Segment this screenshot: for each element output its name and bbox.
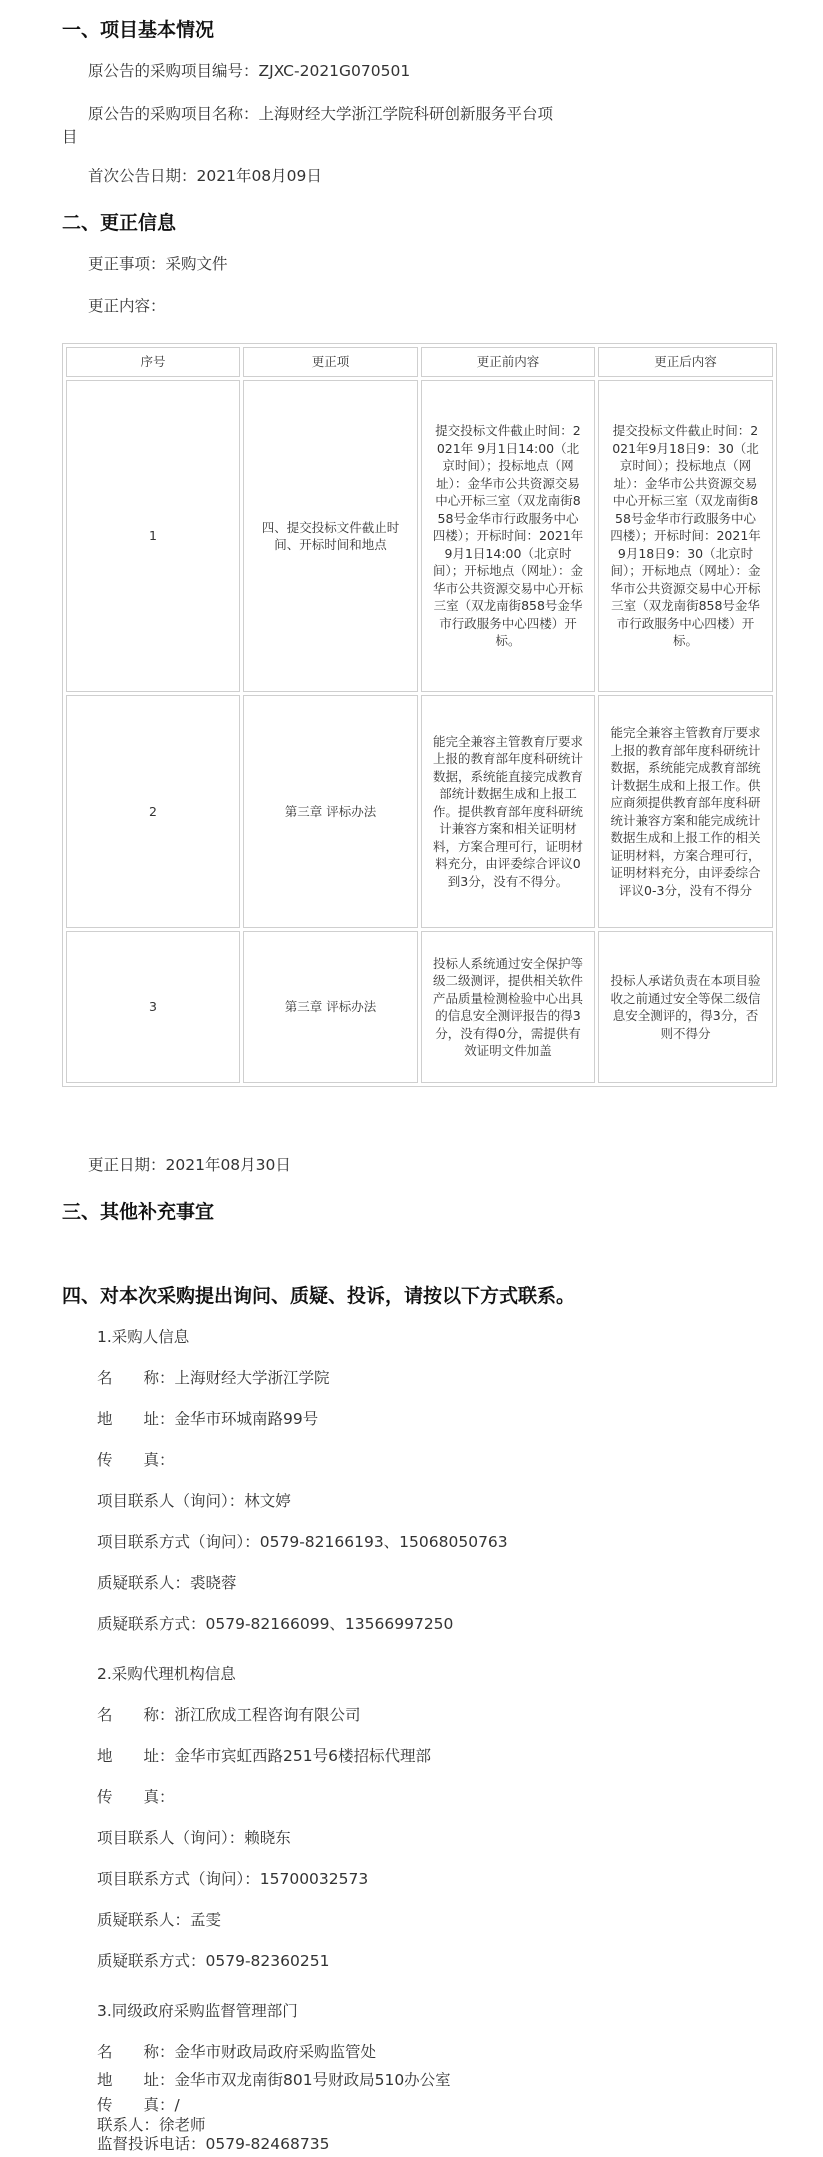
- header-no: 序号: [66, 347, 240, 377]
- row-after: 提交投标文件截止时间：2021年9月18日9：30（北京时间）；投标地点（网址）：金华市公共资源交易中心开标三室（双龙南街858号金华市行政服务中心四楼）；开标时间：2021年9月18日9：30（北京时间）；开标地点（网址）：金华市公共资源交易中心开标三室（双龙南街858号金华市行政服务中心四楼）开标。: [598, 380, 773, 692]
- project-name: 原公告的采购项目名称：上海财经大学浙江学院科研创新服务平台项: [88, 105, 554, 123]
- purchaser-address-row: [97, 1408, 318, 1430]
- purchaser-project-contact: 项目联系人（询问）：林文婷: [97, 1492, 291, 1510]
- agency-address: 金华市宾虹西路251号6楼招标代理部: [174, 1747, 431, 1765]
- row-no: 1: [66, 380, 240, 692]
- agency-project-contact: 项目联系人（询问）：赖晓东: [97, 1829, 291, 1847]
- agency-name-label: 名 称：: [97, 1706, 175, 1724]
- agency-question-contact: 质疑联系人：孟雯: [97, 1911, 222, 1929]
- header-item: 更正项: [243, 347, 418, 377]
- section-title-basic-info: 一、项目基本情况: [62, 19, 215, 41]
- supervisor-fax: /: [174, 2096, 180, 2114]
- purchaser-project-phone: 项目联系方式（询问）：0579-82166193、15068050763: [97, 1533, 508, 1551]
- project-number: 原公告的采购项目编号：ZJXC-2021G070501: [88, 62, 411, 80]
- row-no: 2: [66, 695, 240, 928]
- row-before: 投标人系统通过安全保护等级二级测评，提供相关软件产品质量检测检验中心出具的信息安全测评报告的得3分，没有得0分，需提供有效证明文件加盖: [421, 931, 595, 1083]
- supervisor-address-row: [97, 2071, 451, 2090]
- agency-heading: 2.采购代理机构信息: [97, 1665, 236, 1683]
- purchaser-fax-label: 传 真：: [97, 1451, 175, 1469]
- row-after: 能完全兼容主管教育厅要求上报的教育部年度科研统计数据，系统能完成教育部统计数据生成和上报工作。供应商须提供教育部年度科研统计兼容方案和能完成统计数据生成和上报工作的相关证明材料，方案合理可行，证明材料充分，由评委综合评议0-3分，没有不得分: [598, 695, 773, 928]
- agency-address-row: [97, 1745, 431, 1767]
- table-header-row: [66, 347, 773, 377]
- agency-fax-label: 传 真：: [97, 1788, 175, 1806]
- purchaser-address-label: 地 址：: [97, 1410, 175, 1428]
- supervisor-fax-row: [97, 2096, 180, 2115]
- agency-question-phone: 质疑联系方式：0579-82360251: [97, 1952, 330, 1970]
- agency-address-label: 地 址：: [97, 1747, 175, 1765]
- agency-name: 浙江欣成工程咨询有限公司: [174, 1706, 361, 1724]
- purchaser-address: 金华市环城南路99号: [174, 1410, 319, 1428]
- supervisor-name-row: [97, 2041, 376, 2063]
- agency-fax-row: [97, 1786, 175, 1808]
- section-title-other: 三、其他补充事宜: [62, 1201, 215, 1223]
- section-title-correction: 二、更正信息: [62, 212, 177, 234]
- correction-table: [62, 343, 777, 1087]
- row-no: 3: [66, 931, 240, 1083]
- purchaser-name: 上海财经大学浙江学院: [174, 1369, 330, 1387]
- table-row: [66, 380, 773, 692]
- table-row: [66, 931, 773, 1083]
- correction-content-label: 更正内容：: [88, 297, 166, 315]
- row-item: 第三章 评标办法: [243, 931, 418, 1083]
- supervisor-contact: 联系人：徐老师: [97, 2116, 206, 2134]
- purchaser-question-phone: 质疑联系方式：0579-82166099、13566997250: [97, 1615, 454, 1633]
- row-item: 第三章 评标办法: [243, 695, 418, 928]
- table-row: [66, 695, 773, 928]
- agency-name-row: [97, 1704, 361, 1726]
- row-before: 提交投标文件截止时间：2021年 9月1日14:00（北京时间）；投标地点（网址）：金华市公共资源交易中心开标三室（双龙南街858号金华市行政服务中心四楼）；开标时间：2021年9月1日14:00（北京时间）；开标地点（网址）：金华市公共资源交易中心开标三室（双龙南街858号金华市行政服务中心四楼）开标。: [421, 380, 595, 692]
- purchaser-fax-row: [97, 1449, 175, 1471]
- purchaser-heading: 1.采购人信息: [97, 1328, 190, 1346]
- row-after: 投标人承诺负责在本项目验收之前通过安全等保二级信息安全测评的，得3分，否则不得分: [598, 931, 773, 1083]
- supervisor-name: 金华市财政局政府采购监管处: [174, 2043, 377, 2061]
- supervisor-name-label: 名 称：: [97, 2043, 175, 2061]
- correction-item: 更正事项：采购文件: [88, 255, 228, 273]
- agency-project-phone: 项目联系方式（询问）：15700032573: [97, 1870, 369, 1888]
- purchaser-question-contact: 质疑联系人：裘晓蓉: [97, 1574, 237, 1592]
- row-before: 能完全兼容主管教育厅要求上报的教育部年度科研统计数据，系统能直接完成教育部统计数据生成和上报工作。提供教育部年度科研统计兼容方案和相关证明材料，方案合理可行，证明材料充分，由评委综合评议0到3分，没有不得分。: [421, 695, 595, 928]
- header-before: 更正前内容: [421, 347, 595, 377]
- project-name-continued: 目: [62, 128, 78, 146]
- correction-date: 更正日期：2021年08月30日: [88, 1156, 291, 1174]
- purchaser-name-row: [97, 1367, 330, 1389]
- supervisor-address: 金华市双龙南街801号财政局510办公室: [174, 2071, 451, 2089]
- first-announcement-date: 首次公告日期：2021年08月09日: [88, 167, 322, 185]
- row-item: 四、提交投标文件截止时间、开标时间和地点: [243, 380, 418, 692]
- supervisor-address-label: 地 址：: [97, 2071, 175, 2089]
- purchaser-name-label: 名 称：: [97, 1369, 175, 1387]
- section-title-contact: 四、对本次采购提出询问、质疑、投诉，请按以下方式联系。: [62, 1285, 576, 1307]
- supervisor-fax-label: 传 真：: [97, 2096, 175, 2114]
- supervisor-complaint-phone: 监督投诉电话：0579-82468735: [97, 2135, 330, 2153]
- supervisor-heading: 3.同级政府采购监督管理部门: [97, 2002, 298, 2020]
- header-after: 更正后内容: [598, 347, 773, 377]
